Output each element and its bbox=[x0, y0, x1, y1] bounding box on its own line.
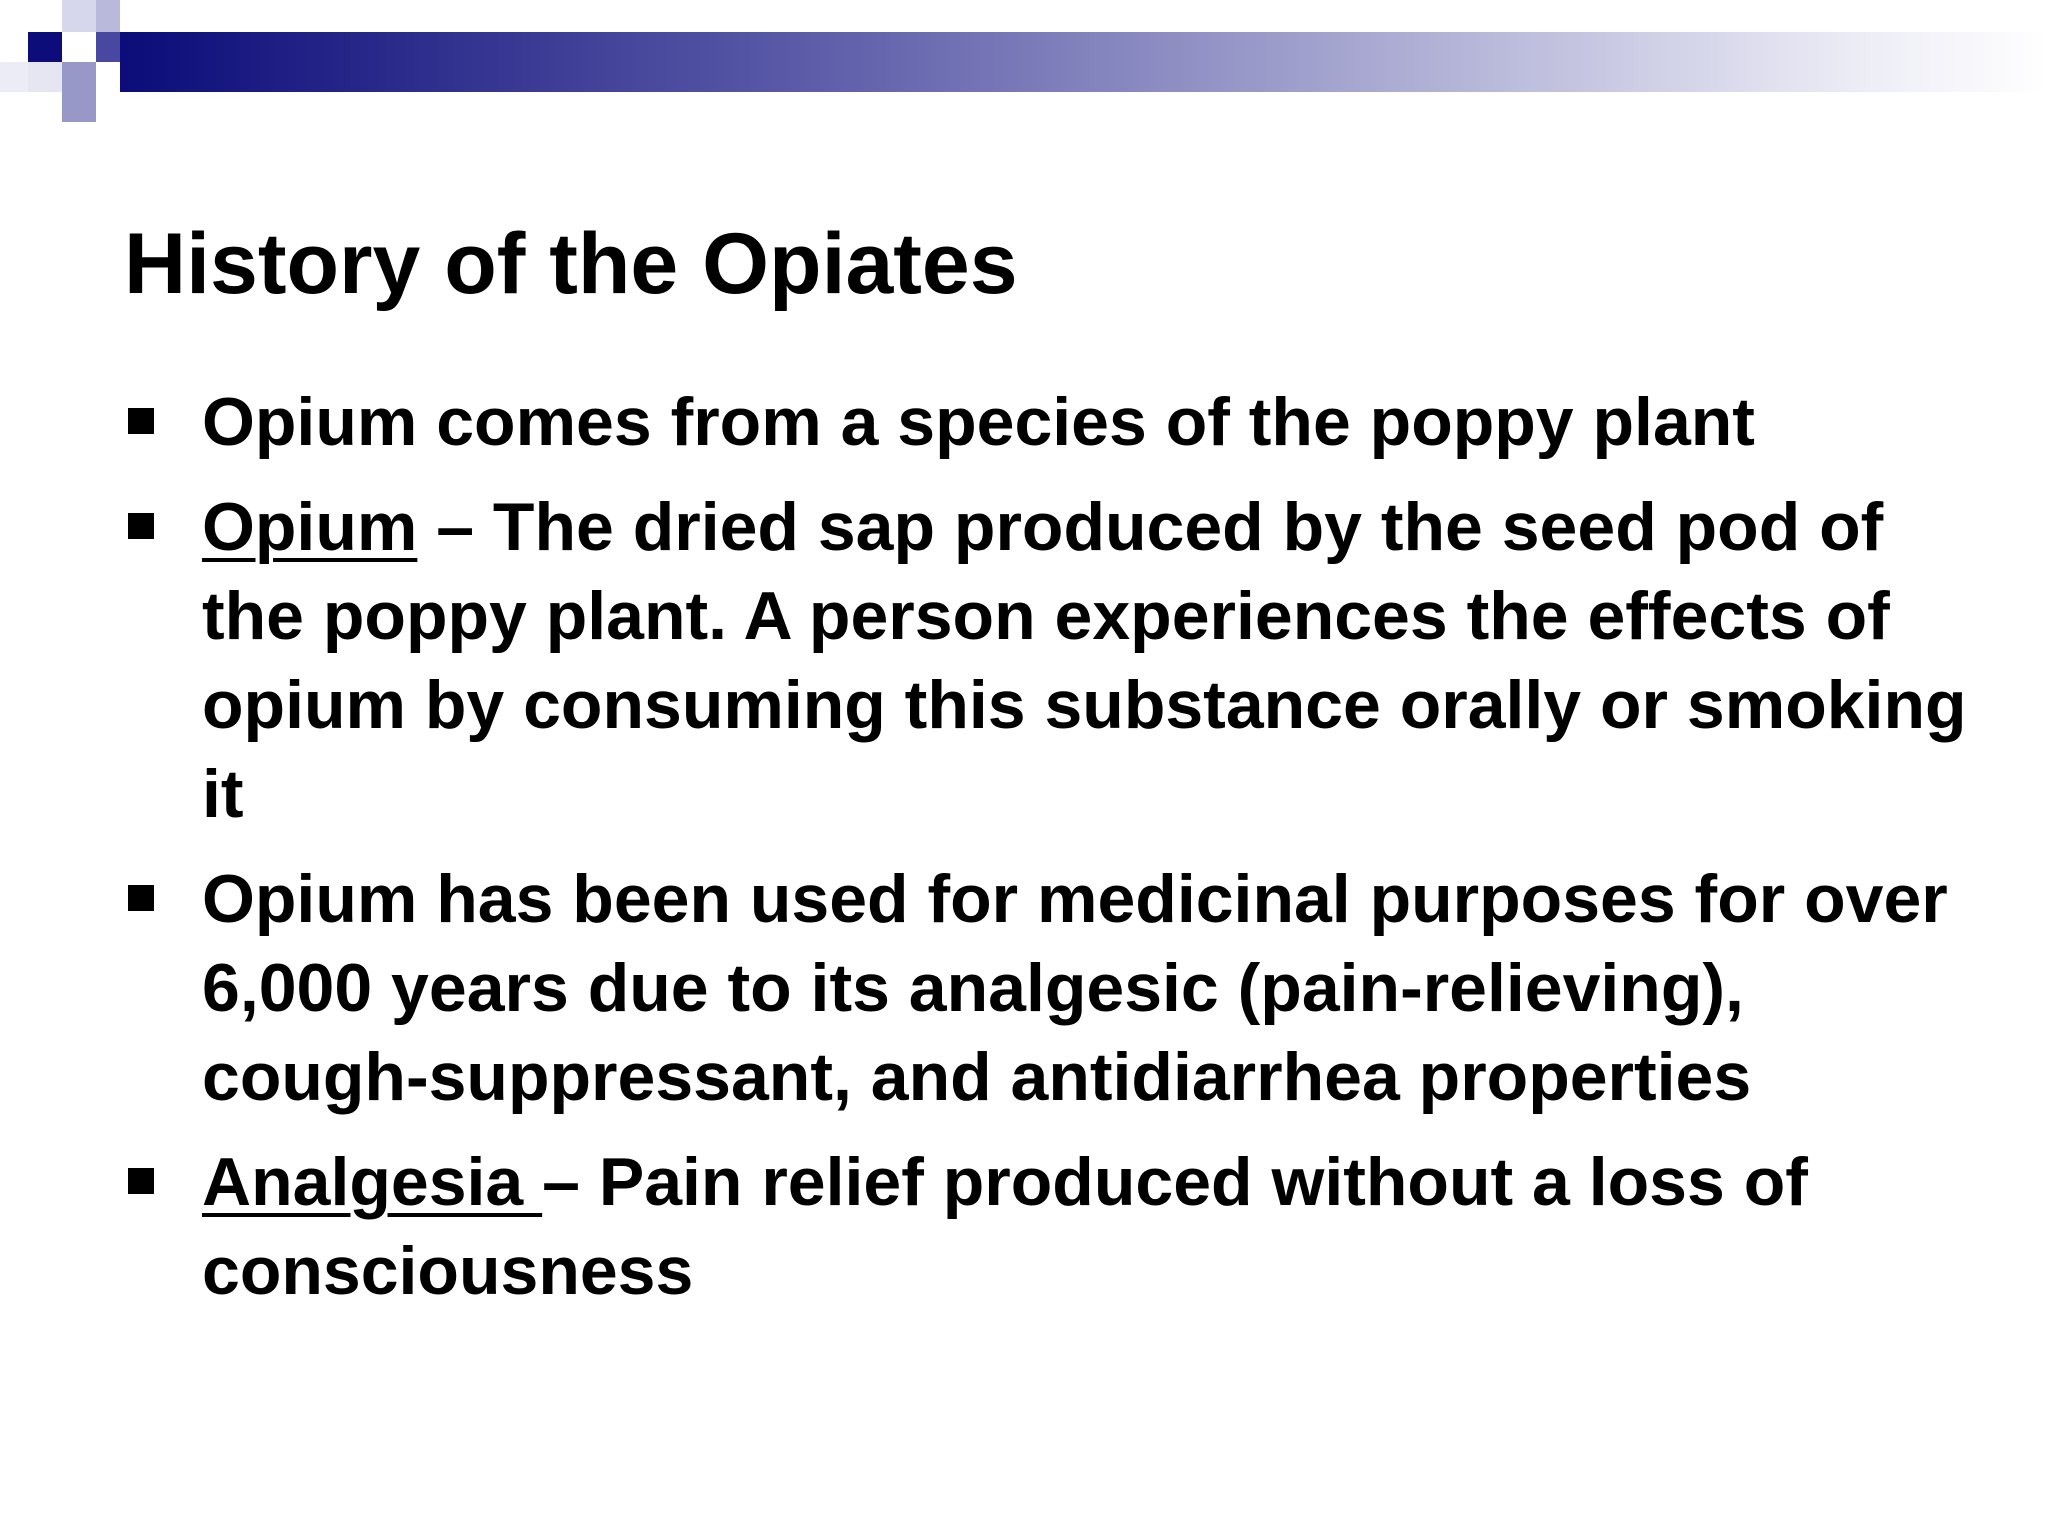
decorative-square bbox=[28, 32, 62, 62]
bullet-item bbox=[124, 483, 1984, 839]
bullet-term: Opium bbox=[202, 489, 418, 565]
bullet-text: – Pain relief produced without a loss of consciousness bbox=[202, 1144, 1808, 1309]
square-bullet-icon bbox=[128, 885, 154, 911]
slide-title: History of the Opiates bbox=[124, 216, 1018, 312]
bullet-text: Opium comes from a species of the poppy plant bbox=[202, 384, 1755, 460]
decorative-square bbox=[62, 62, 96, 122]
bullet-text: Opium has been used for medicinal purposes for over 6,000 years due to its analgesic (pain-relieving), cough-suppressant, and antidiarrhea properties bbox=[202, 861, 1948, 1115]
square-bullet-icon bbox=[128, 513, 154, 539]
square-bullet-icon bbox=[128, 1168, 154, 1194]
decorative-square bbox=[28, 62, 62, 92]
bullet-item bbox=[124, 1138, 1984, 1316]
decorative-square bbox=[62, 0, 96, 32]
decorative-square bbox=[0, 62, 28, 92]
header-gradient-band bbox=[120, 32, 2048, 92]
decorative-square bbox=[96, 32, 120, 62]
bullet-text: – The dried sap produced by the seed pod of the poppy plant. A person experiences the effects of opium by consuming this substance orally or smoking it bbox=[202, 489, 1967, 832]
bullet-item bbox=[124, 855, 1984, 1122]
square-bullet-icon bbox=[128, 408, 154, 434]
bullet-term: Analgesia bbox=[202, 1144, 543, 1220]
bullet-list bbox=[124, 378, 1984, 1332]
decorative-square bbox=[96, 0, 120, 32]
bullet-item bbox=[124, 378, 1984, 467]
